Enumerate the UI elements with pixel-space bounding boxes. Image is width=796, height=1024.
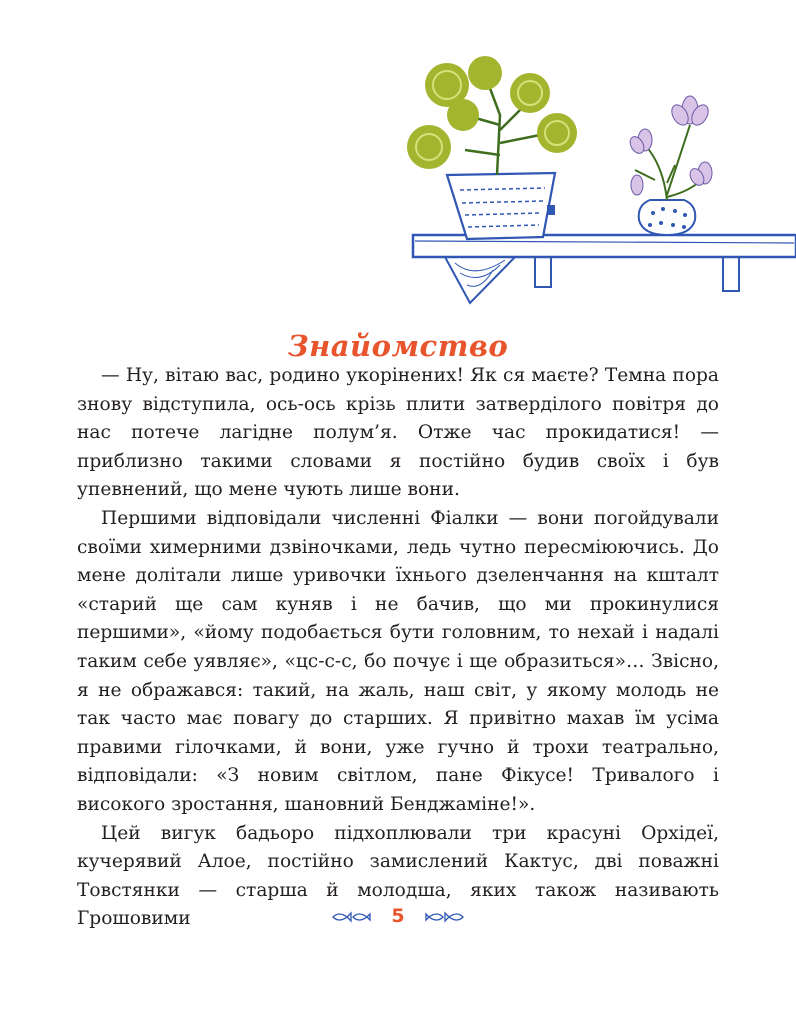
paragraph: Першими відповідали численні Фіалки — вони погойдували своїми химерними дзвіночками, ледь чутно пересміюючись. До мене долітали лише уривочки їхнього дзеленчання на кшталт «старий ще сам куняв і не бачив, що ми прокинулися першими», «йому подобається бути головним, то нехай і надалі таким себе уявляє», «цс-с-с, бо почує і ще образиться»… Звісно, я не ображався: такий, на жаль, наш світ, у якому молодь не так часто має повагу до старших. Я привітно махав їм усіма правими гілочками, й вони, уже гучно й трохи театрально, відповідали: «З новим світлом, пане Фікусе! Тривалого і високого зростання, шановний Бенджаміне!». (77, 507, 719, 815)
chapter-title: Знайомство (287, 329, 509, 364)
fish-ornament-icon (331, 905, 371, 927)
fish-ornament-icon (425, 905, 465, 927)
body-text (77, 362, 719, 934)
paragraph: Цей вигук бадьоро підхоплювали три красуні Орхідеї, кучерявий Алое, постійно замислений Кактус, дві поважні Товстянки — старша й молодша, яких також називають Грошовими (77, 822, 719, 930)
paragraph: — Ну, вітаю вас, родино укорінених! Як ся маєте? Темна пора знову відступила, ось-ось крізь плити затверділого повітря до нас потече лагідне полум’я. Отже час прокидатися! — приблизно такими словами я постійно будив своїх і був упевнений, що мене чують лише вони. (77, 365, 719, 501)
page-footer (0, 905, 796, 927)
plant-shelf-illustration (405, 55, 796, 305)
page-number: 5 (391, 905, 405, 927)
